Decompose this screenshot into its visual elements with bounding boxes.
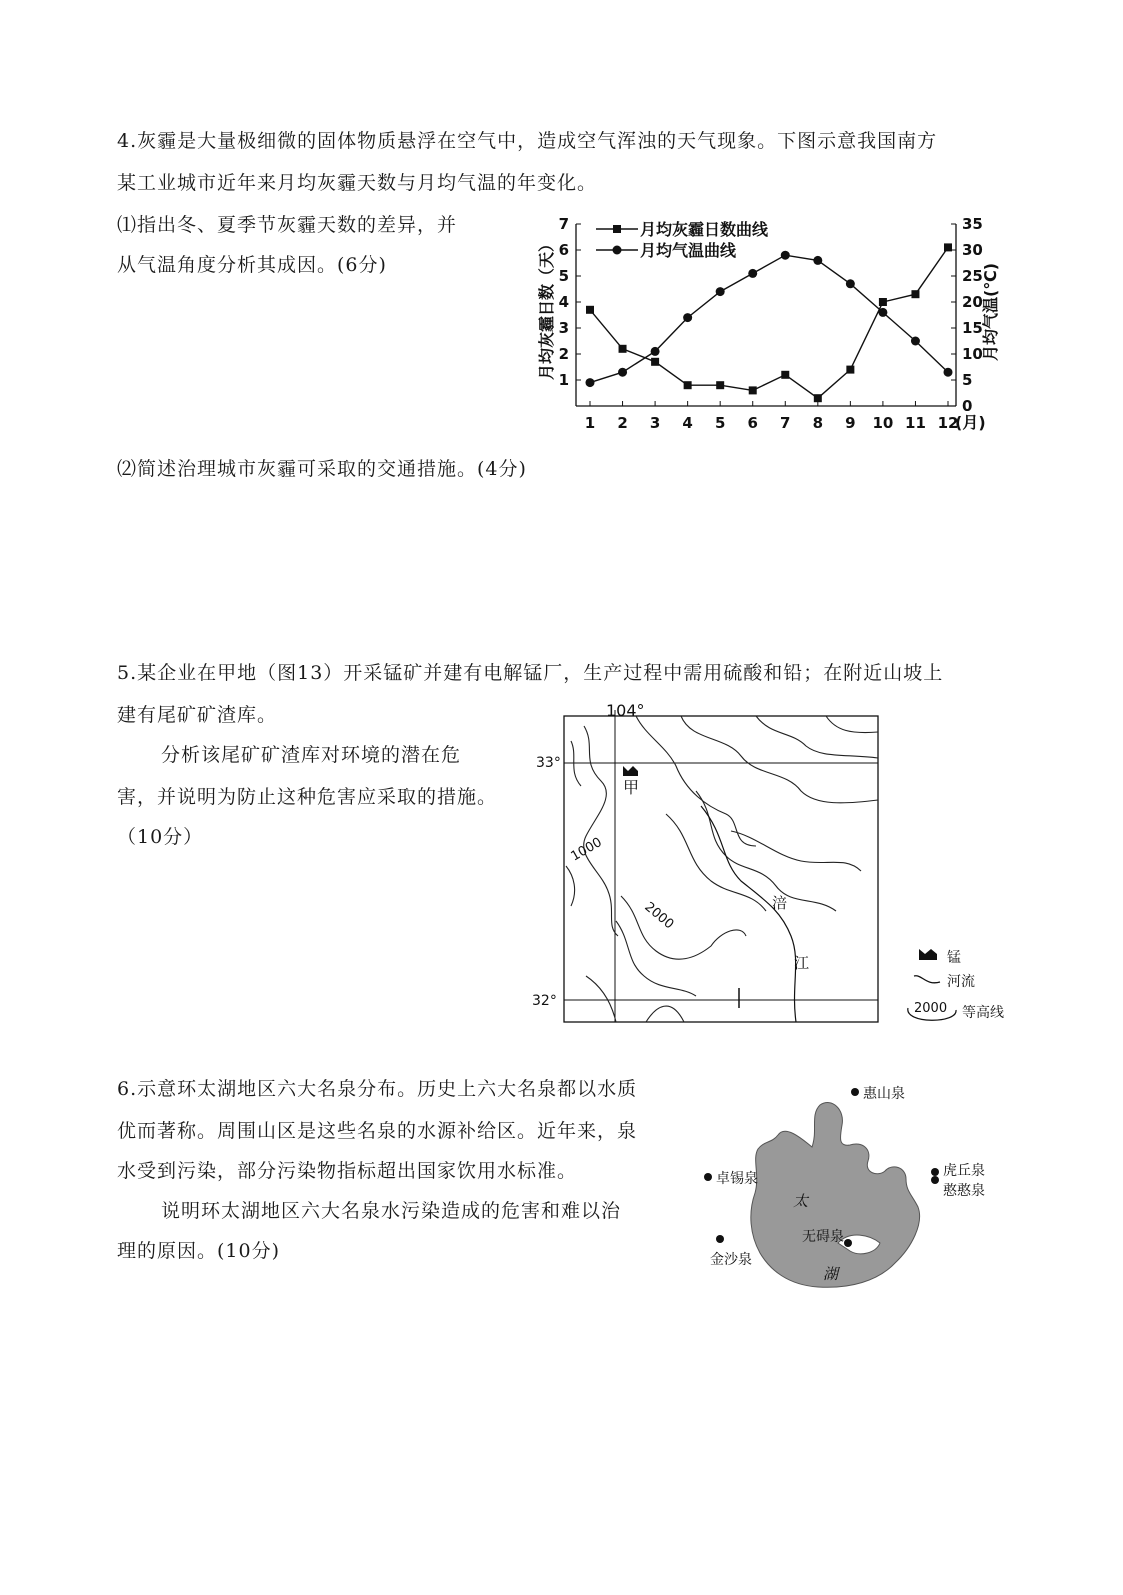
- haze-data-point: [716, 381, 724, 389]
- q5-line-1: 5.某企业在甲地（图13）开采锰矿并建有电解锰厂，生产过程中需用硫酸和铅；在附近山坡上: [117, 662, 944, 684]
- q6-line-3: 水受到污染，部分污染物指标超出国家饮用水标准。: [117, 1160, 578, 1182]
- temperature-data-point: [781, 251, 790, 260]
- map-figure-13: [526, 696, 1026, 1032]
- x-tick-label: 9: [845, 414, 856, 432]
- legend-contour-value: 2000: [914, 1001, 948, 1016]
- right-axis-title: 月均气温(℃): [981, 262, 1000, 362]
- temperature-data-point: [944, 368, 953, 377]
- spring-label-huishan: 惠山泉: [863, 1086, 905, 1102]
- legend-mine-icon: [919, 949, 937, 960]
- river-label-2: 江: [794, 954, 810, 972]
- q4-sub1-line-2: 从气温角度分析其成因。(6分): [117, 254, 387, 276]
- left-tick-label: 2: [558, 345, 569, 363]
- q4-sub2: ⑵简述治理城市灰霾可采取的交通措施。(4分): [117, 458, 527, 480]
- temperature-data-point: [748, 269, 757, 278]
- lat-top-label: 33°: [536, 755, 561, 771]
- left-tick-label: 5: [558, 267, 569, 285]
- mine-marker-icon: [623, 766, 638, 776]
- q6-line-5: 理的原因。(10分): [117, 1240, 281, 1262]
- temperature-data-point: [651, 347, 660, 356]
- right-tick-label: 20: [962, 293, 983, 311]
- x-tick-label: 12: [937, 414, 959, 432]
- temperature-data-point: [813, 256, 822, 265]
- temperature-data-point: [878, 308, 887, 317]
- haze-data-point: [846, 366, 854, 374]
- x-axis-unit: (月): [955, 413, 986, 432]
- contour-label-2000: 2000: [641, 899, 677, 933]
- left-tick-label: 4: [558, 293, 569, 311]
- spring-label-huqiu: 虎丘泉: [943, 1163, 985, 1179]
- x-tick-label: 7: [780, 414, 791, 432]
- lake-label-1: 太: [793, 1192, 809, 1210]
- spring-label-zhuoxi: 卓锡泉: [716, 1171, 758, 1187]
- x-tick-label: 10: [872, 414, 894, 432]
- temperature-data-point: [911, 337, 920, 346]
- temperature-data-point: [683, 313, 692, 322]
- lon-label: 104°: [606, 701, 645, 720]
- x-tick-label: 11: [905, 414, 926, 432]
- temperature-data-point: [586, 378, 595, 387]
- chart-legend: [596, 220, 769, 260]
- temperature-data-point: [846, 279, 855, 288]
- map-frame: [564, 716, 878, 1022]
- right-tick-label: 0: [962, 397, 973, 415]
- q6-line-4: 说明环太湖地区六大名泉水污染造成的危害和难以治: [161, 1200, 622, 1222]
- contour-lines: [566, 716, 878, 1022]
- place-label-jia: 甲: [623, 778, 640, 797]
- right-tick-label: 5: [962, 371, 973, 389]
- chart-series: [586, 243, 953, 402]
- haze-data-point: [684, 381, 692, 389]
- q5-line-2: 建有尾矿矿渣库。: [117, 704, 278, 726]
- legend-temp-label: 月均气温曲线: [640, 241, 737, 260]
- right-tick-label: 35: [962, 215, 983, 233]
- q6-line-2: 优而著称。周围山区是这些名泉的水源补给区。近年来，泉: [117, 1120, 638, 1142]
- right-tick-label: 30: [962, 241, 983, 259]
- lat-bottom-label: 32°: [532, 993, 557, 1009]
- spring-dot-huqiu: [931, 1168, 939, 1176]
- haze-data-point: [911, 290, 919, 298]
- legend-contour-label: 等高线: [962, 1005, 1004, 1021]
- haze-data-point: [749, 386, 757, 394]
- legend-river-label: 河流: [947, 974, 975, 990]
- right-tick-label: 15: [962, 319, 983, 337]
- x-tick-label: 4: [682, 414, 693, 432]
- haze-data-point: [586, 306, 594, 314]
- temperature-data-point: [618, 368, 627, 377]
- x-tick-label: 1: [584, 414, 596, 432]
- legend-river-icon: [914, 976, 940, 983]
- q5-line-4: 害，并说明为防止这种危害应采取的措施。: [117, 786, 498, 808]
- temperature-data-point: [716, 287, 725, 296]
- taihu-springs-map: [700, 1075, 1020, 1315]
- x-tick-label: 6: [747, 414, 758, 432]
- legend-mine-label: 锰: [947, 950, 961, 966]
- left-axis-title: 月均灰霾日数（天）: [537, 235, 556, 381]
- haze-data-point: [879, 298, 887, 306]
- left-tick-label: 1: [558, 371, 569, 389]
- spring-dot-jinsha: [716, 1235, 724, 1243]
- spring-label-wuai: 无碍泉: [802, 1229, 844, 1245]
- series-line-1: [590, 255, 948, 382]
- map13-legend: [908, 949, 1004, 1021]
- chart-axes: [559, 215, 983, 432]
- taihu-lake: [751, 1103, 920, 1288]
- haze-temperature-chart: [528, 210, 1028, 440]
- haze-data-point: [944, 243, 952, 251]
- spring-dot-huishan: [851, 1088, 859, 1096]
- q5-line-3: 分析该尾矿矿渣库对环境的潜在危: [161, 744, 462, 766]
- spring-dot-hanhan: [931, 1176, 939, 1184]
- left-tick-label: 7: [558, 215, 569, 233]
- x-tick-label: 3: [649, 414, 661, 432]
- lake-label-2: 湖: [823, 1265, 839, 1283]
- legend-square-marker: [613, 225, 621, 233]
- q6-line-1: 6.示意环太湖地区六大名泉分布。历史上六大名泉都以水质: [117, 1078, 638, 1100]
- right-tick-label: 10: [962, 345, 983, 363]
- right-tick-label: 25: [962, 267, 983, 285]
- spring-dot-wuai: [844, 1239, 852, 1247]
- x-tick-label: 5: [714, 414, 726, 432]
- q4-sub1-line-1: ⑴指出冬、夏季节灰霾天数的差异，并: [117, 214, 458, 236]
- spring-label-hanhan: 憨憨泉: [943, 1183, 985, 1199]
- river-label-1: 涪: [772, 894, 788, 912]
- left-tick-label: 6: [558, 241, 569, 259]
- haze-data-point: [814, 394, 822, 402]
- spring-label-jinsha: 金沙泉: [710, 1252, 752, 1268]
- legend-circle-marker: [613, 246, 622, 255]
- q4-intro-line-1: 4.灰霾是大量极细微的固体物质悬浮在空气中，造成空气浑浊的天气现象。下图示意我国南方: [117, 130, 938, 152]
- legend-haze-label: 月均灰霾日数曲线: [640, 220, 769, 239]
- haze-data-point: [619, 345, 627, 353]
- q5-line-5: （10分）: [117, 826, 204, 848]
- spring-dot-zhuoxi: [704, 1173, 712, 1181]
- haze-data-point: [651, 358, 659, 366]
- left-tick-label: 3: [558, 319, 569, 337]
- x-tick-label: 2: [617, 414, 628, 432]
- q4-intro-line-2: 某工业城市近年来月均灰霾天数与月均气温的年变化。: [117, 172, 598, 194]
- x-tick-label: 8: [812, 414, 824, 432]
- haze-data-point: [781, 371, 789, 379]
- contour-label-1000: 1000: [568, 834, 605, 865]
